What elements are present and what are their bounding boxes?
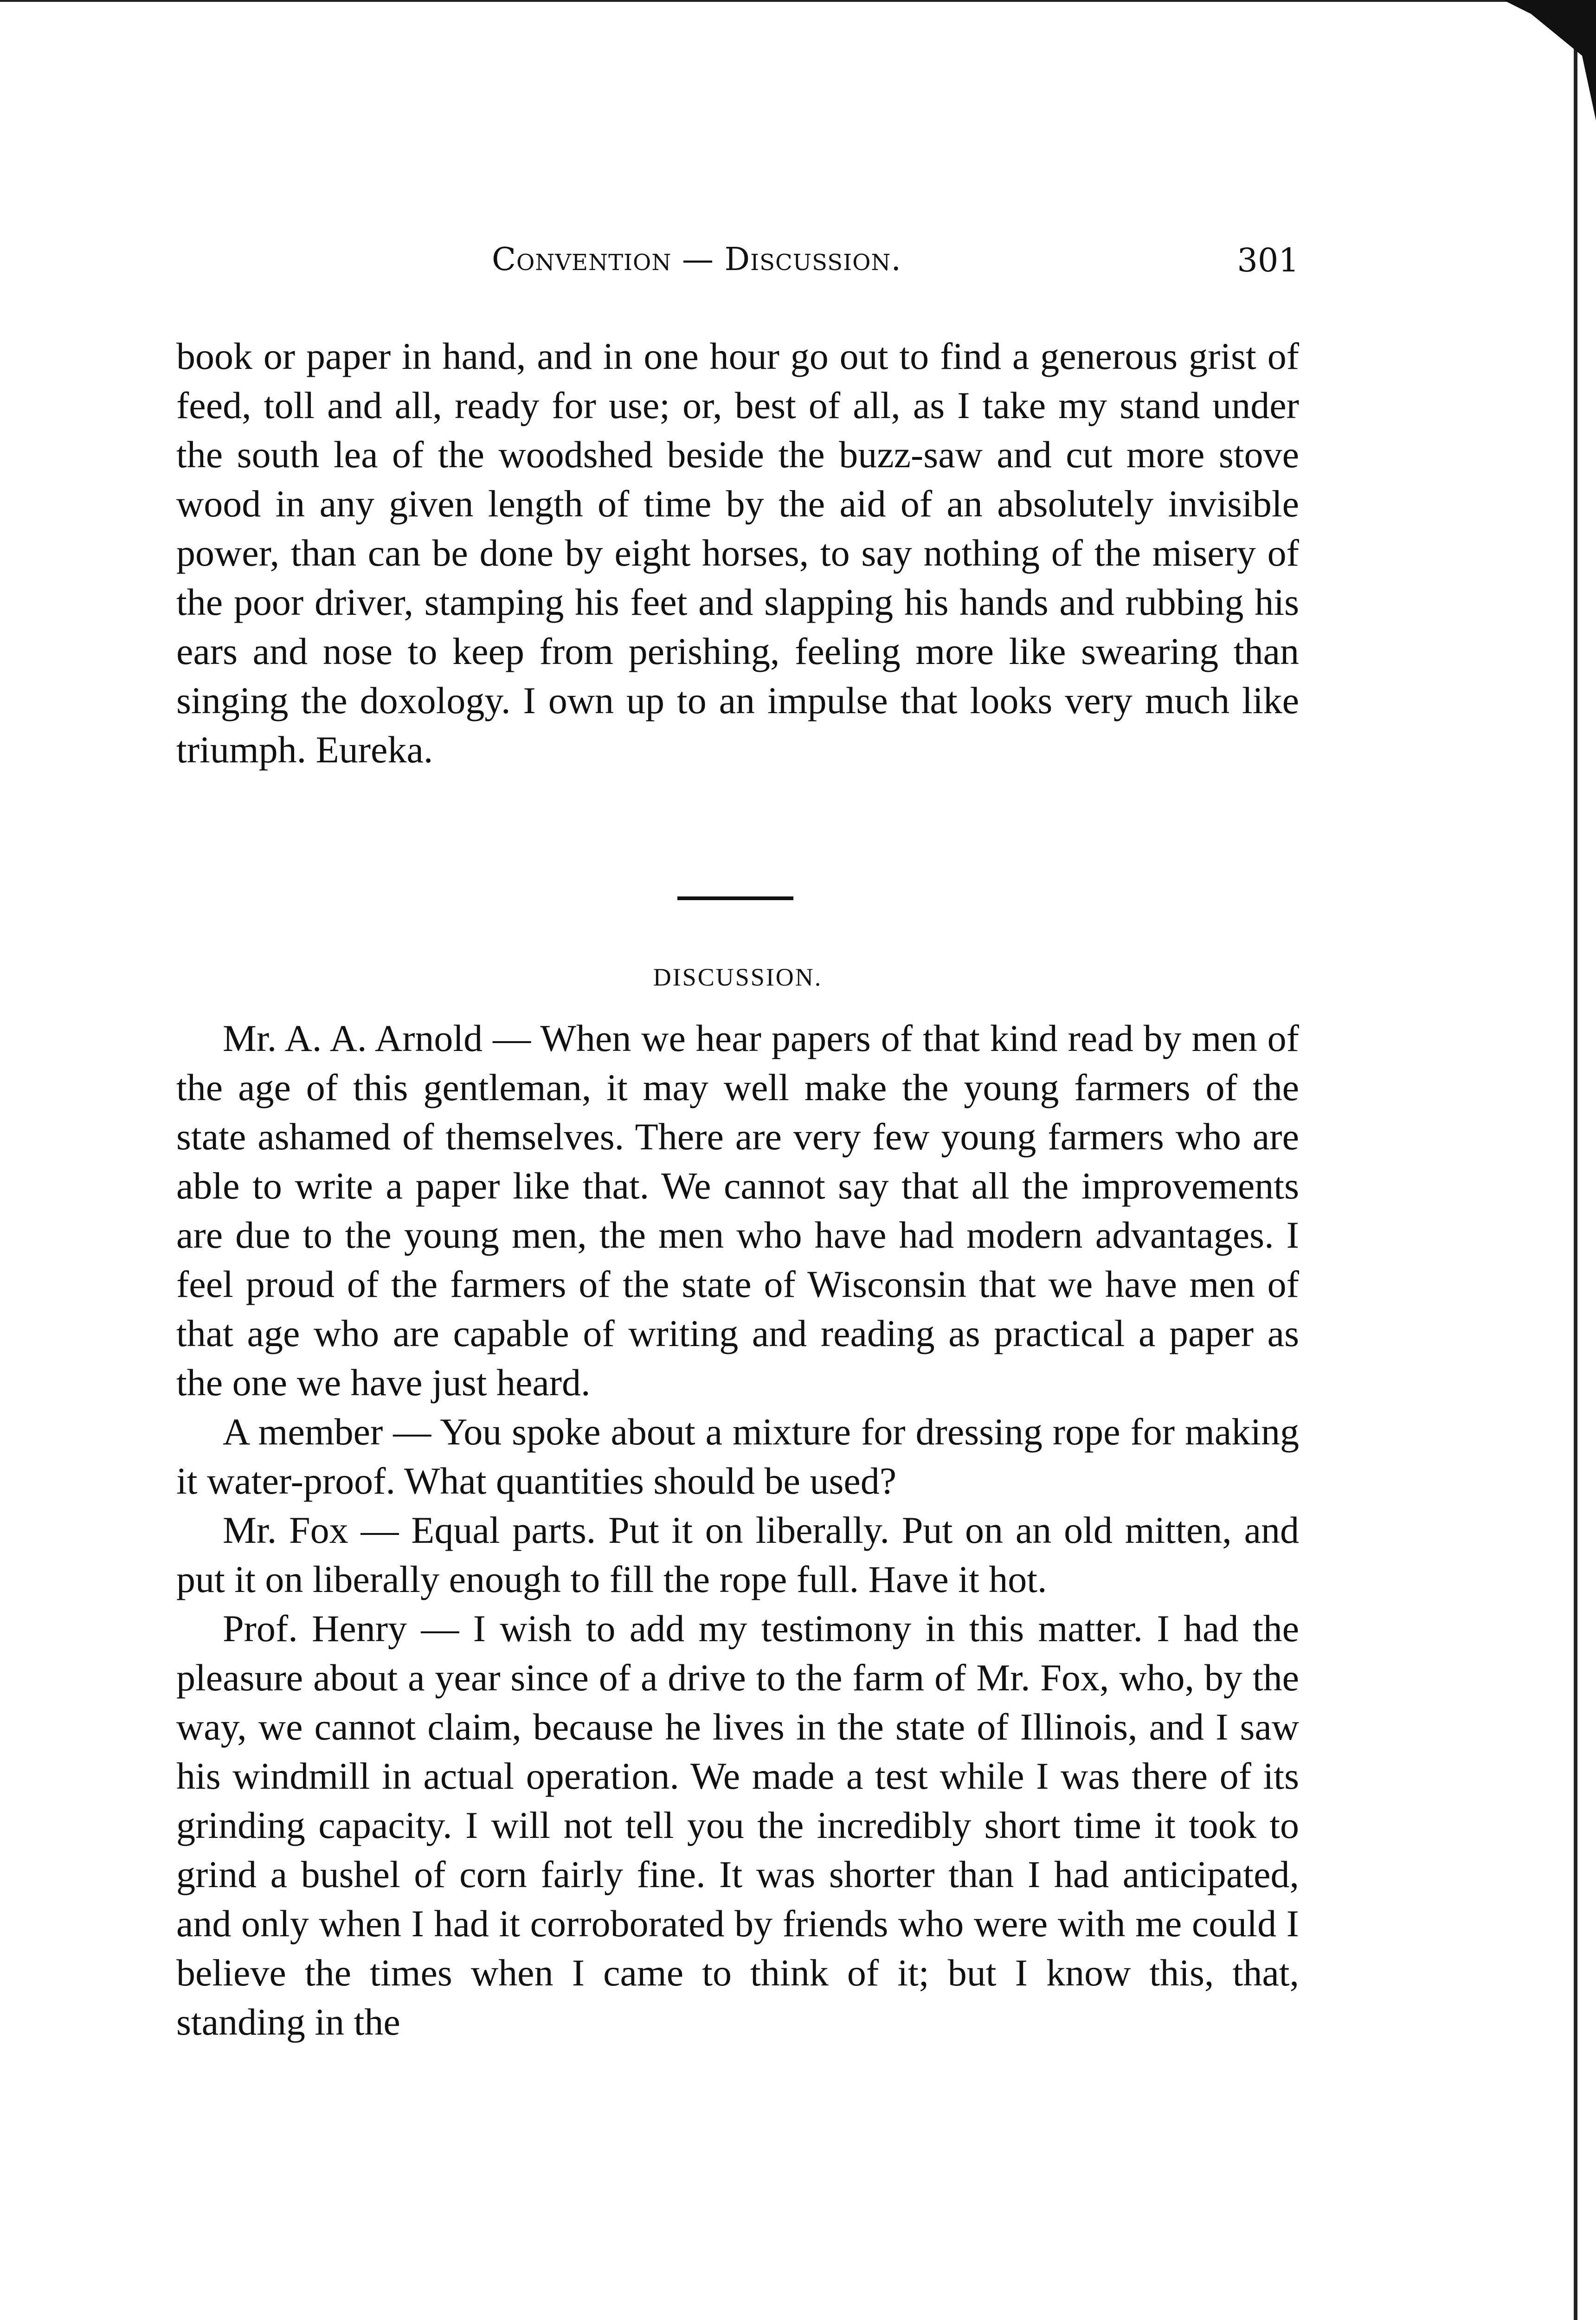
page-header bbox=[176, 241, 1299, 292]
page-number: 301 bbox=[1237, 241, 1299, 279]
paragraph-arnold: Mr. A. A. Arnold — When we hear papers of that kind read by men of the age of this gentleman, it may well make the young farmers of the state ashamed of themselves. There are very few young farmers who are able to write a paper like that. We cannot say that all the improvements are due to the young men, the men who have had modern advantages. I feel proud of the farmers of the state of Wisconsin that we have men of that age who are capable of writing and reading as practical a paper as the one we have just heard. bbox=[176, 1017, 1299, 1404]
paragraph-member: A member — You spoke about a mixture for dressing rope for making it water-proof. What quantities should be used? bbox=[176, 1411, 1299, 1502]
page-corner-fold bbox=[1503, 0, 1596, 121]
running-title: Convention — Discussion. bbox=[492, 241, 902, 278]
paragraph-fox: Mr. Fox — Equal parts. Put it on liberally. Put on an old mitten, and put it on liberally enough to fill the rope full. Have it hot. bbox=[176, 1509, 1299, 1600]
continued-paragraph-block bbox=[176, 332, 1299, 774]
paragraph-henry: Prof. Henry — I wish to add my testimony in this matter. I had the pleasure about a year since of a drive to the farm of Mr. Fox, who, by the way, we cannot claim, because he lives in the state of Illinois, and I saw his windmill in actual operation. We made a test while I was there of its grinding capacity. I will not tell you the incredibly short time it took to grind a bushel of corn fairly fine. It was shorter than I had anticipated, and only when I had it corroborated by friends who were with me could I believe the times when I came to think of it; but I know this, that, standing in the bbox=[176, 1607, 1299, 2043]
section-heading: DISCUSSION. bbox=[653, 963, 823, 991]
continued-paragraph: book or paper in hand, and in one hour go out to find a generous grist of feed, toll and all, ready for use; or, best of all, as I take my stand under the south lea of the woodshed beside the buzz-saw and cut more stove wood in any given length of time by the aid of an absolutely invisible power, than can be done by eight horses, to say nothing of the misery of the poor driver, stamping his feet and slapping his hands and rubbing his ears and nose to keep from perishing, feeling more like swearing than singing the doxology. I own up to an impulse that looks very much like triumph. Eureka. bbox=[176, 335, 1299, 771]
discussion-block bbox=[176, 1014, 1299, 2047]
section-divider-rule bbox=[677, 896, 793, 900]
